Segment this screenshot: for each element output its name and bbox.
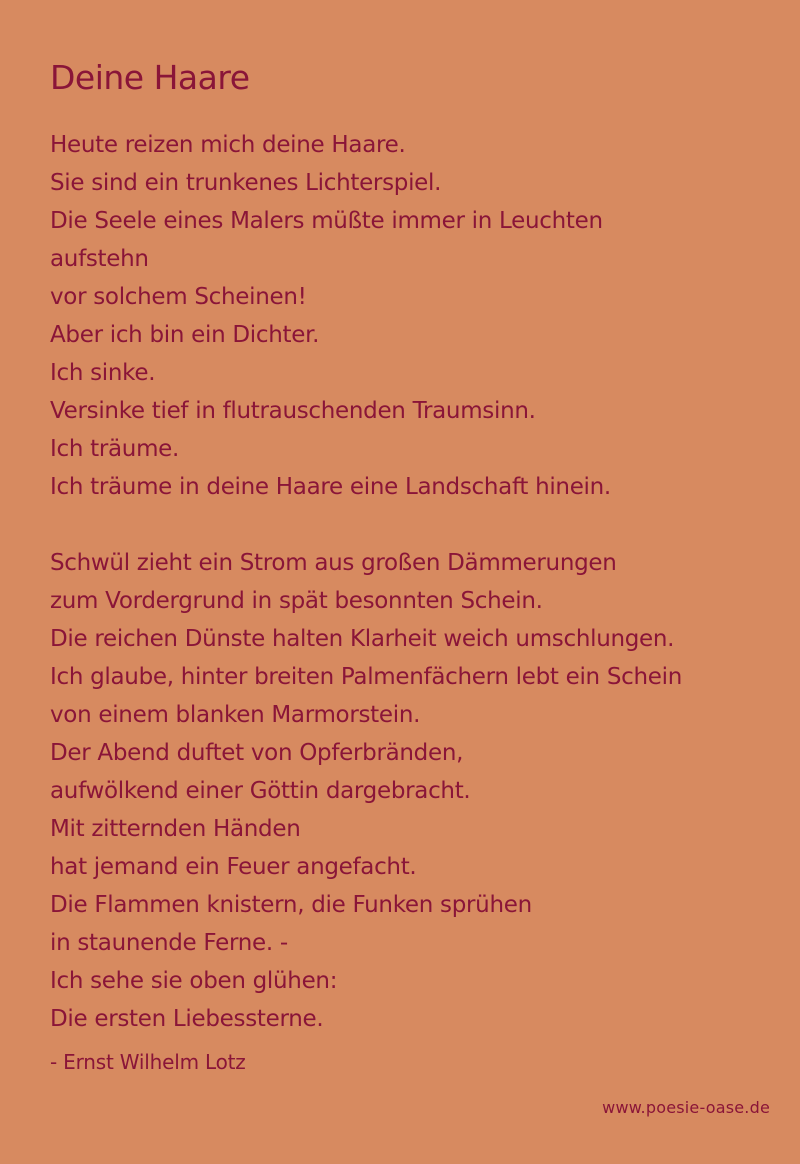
poem-line: Schwül zieht ein Strom aus großen Dämmerungen [50, 550, 617, 576]
poem-line: hat jemand ein Feuer angefacht. [50, 854, 417, 880]
poem-line: vor solchem Scheinen! [50, 284, 307, 310]
poem-line: Ich glaube, hinter breiten Palmenfächern lebt ein Schein [50, 664, 682, 690]
poem-line: aufstehn [50, 246, 149, 272]
poem-author: - Ernst Wilhelm Lotz [50, 1050, 246, 1074]
poem-line: zum Vordergrund in spät besonnten Schein. [50, 588, 543, 614]
poem-line: in staunende Ferne. - [50, 930, 288, 956]
poem-title: Deine Haare [50, 58, 250, 97]
stanza-2 [50, 544, 780, 1038]
poem-line: Ich träume in deine Haare eine Landschaft hinein. [50, 474, 611, 500]
poem-line: Die Seele eines Malers müßte immer in Leuchten [50, 208, 603, 234]
poem-line: Ich sehe sie oben glühen: [50, 968, 338, 994]
poem-line: Ich träume. [50, 436, 180, 462]
poem-line: Mit zitternden Händen [50, 816, 301, 842]
poem-line: Sie sind ein trunkenes Lichterspiel. [50, 170, 442, 196]
poem-line: Heute reizen mich deine Haare. [50, 132, 406, 158]
poem-line: Versinke tief in flutrauschenden Traumsinn. [50, 398, 536, 424]
poem-line: Die ersten Liebessterne. [50, 1006, 324, 1032]
poem-line: Die reichen Dünste halten Klarheit weich umschlungen. [50, 626, 675, 652]
poem-body [50, 126, 780, 1076]
poem-line: von einem blanken Marmorstein. [50, 702, 421, 728]
poem-line: aufwölkend einer Göttin dargebracht. [50, 778, 471, 804]
poem-line: Ich sinke. [50, 360, 156, 386]
poem-line: Der Abend duftet von Opferbränden, [50, 740, 464, 766]
poem-line: Aber ich bin ein Dichter. [50, 322, 320, 348]
poem-card [50, 0, 780, 1164]
website-url: www.poesie-oase.de [602, 1098, 770, 1117]
stanza-1 [50, 126, 780, 506]
poem-line: Die Flammen knistern, die Funken sprühen [50, 892, 532, 918]
